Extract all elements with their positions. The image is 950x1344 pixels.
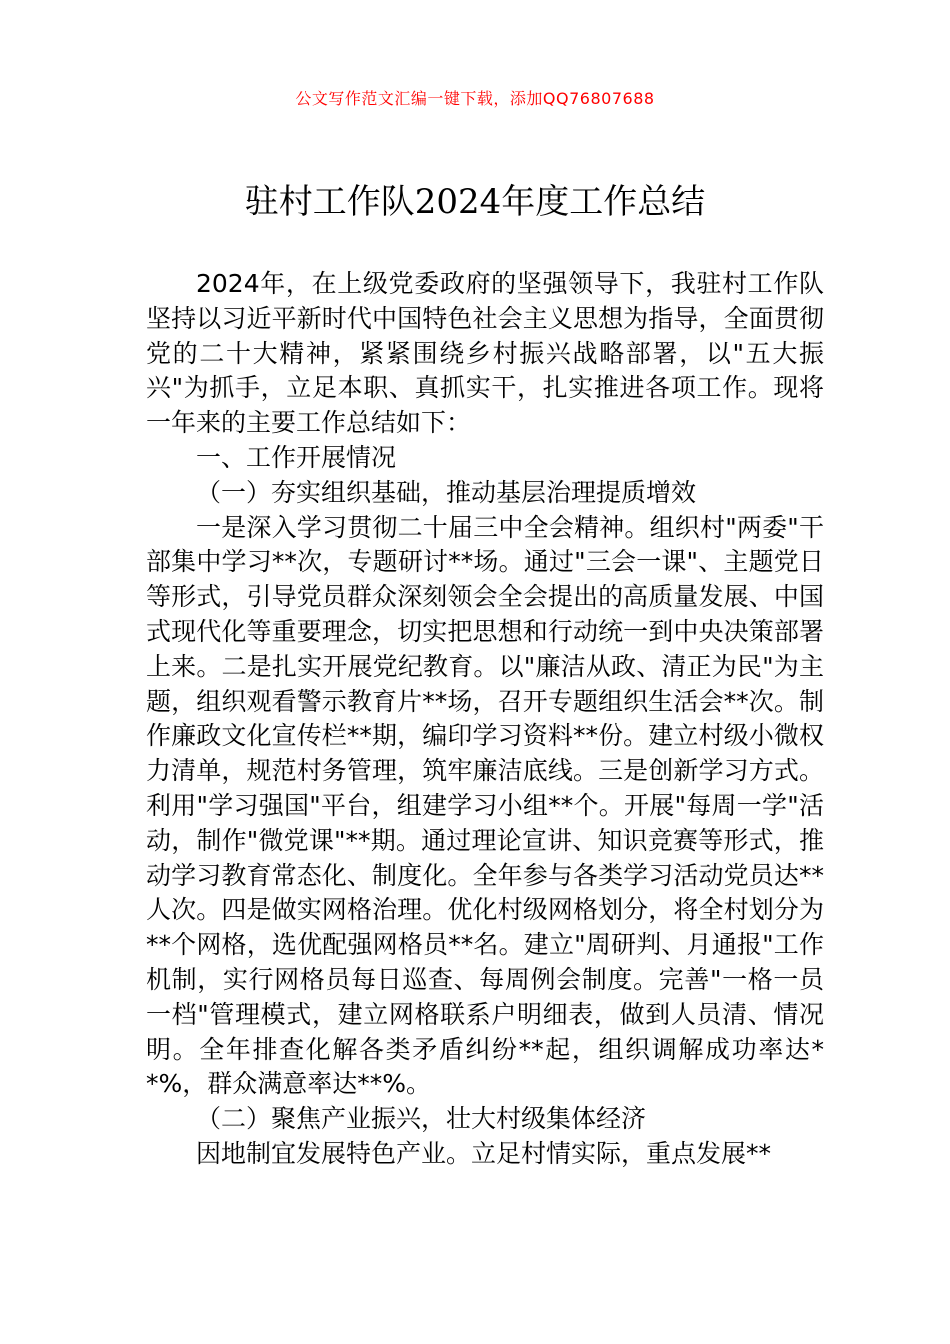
paragraph-organization: 一是深入学习贯彻二十届三中全会精神。组织村"两委"干部集中学习**次，专题研讨**场。通过"三会一课"、主题党日等形式，引导党员群众深刻领会全会提出的高质量发展、中国式现代化等重要理念，切实把思想和行动统一到中央决策部署上来。二是扎实开展党纪教育。以"廉洁从政、清正为民"为主题，组织观看警示教育片**场，召开专题组织生活会**次。制作廉政文化宣传栏**期，编印学习资料**份。建立村级小微权力清单，规范村务管理，筑牢廉洁底线。三是创新学习方式。利用"学习强国"平台，组建学习小组**个。开展"每周一学"活动，制作"微党课"**期。通过理论宣讲、知识竞赛等形式，推动学习教育常态化、制度化。全年参与各类学习活动党员达**人次。四是做实网格治理。优化村级网格划分，将全村划分为**个网格，选优配强网格员**名。建立"周研判、月通报"工作机制，实行网格员每日巡查、每周例会制度。完善"一格一员一档"管理模式，建立网格联系户明细表，做到人员清、情况明。全年排查化解各类矛盾纠纷**起，组织调解成功率达**%，群众满意率达**%。: [146, 512, 824, 1099]
paragraph-intro: 2024年，在上级党委政府的坚强领导下，我驻村工作队坚持以习近平新时代中国特色社会主义思想为指导，全面贯彻党的二十大精神，紧紧围绕乡村振兴战略部署，以"五大振兴"为抓手，立足本职、真抓实干，扎实推进各项工作。现将一年来的主要工作总结如下：: [146, 269, 824, 438]
subsection-heading-1: （一）夯实组织基础，推动基层治理提质增效: [196, 477, 697, 507]
paragraph-industry: 因地制宜发展特色产业。立足村情实际，重点发展**: [196, 1138, 772, 1168]
section-heading: 一、工作开展情况: [196, 442, 397, 472]
document-title: 驻村工作队2024年度工作总结: [244, 182, 706, 222]
document-body: [146, 267, 824, 1172]
header-note: 公文写作范文汇编一键下载，添加QQ76807688: [295, 89, 655, 108]
subsection-heading-2: （二）聚焦产业振兴，壮大村级集体经济: [196, 1104, 647, 1134]
